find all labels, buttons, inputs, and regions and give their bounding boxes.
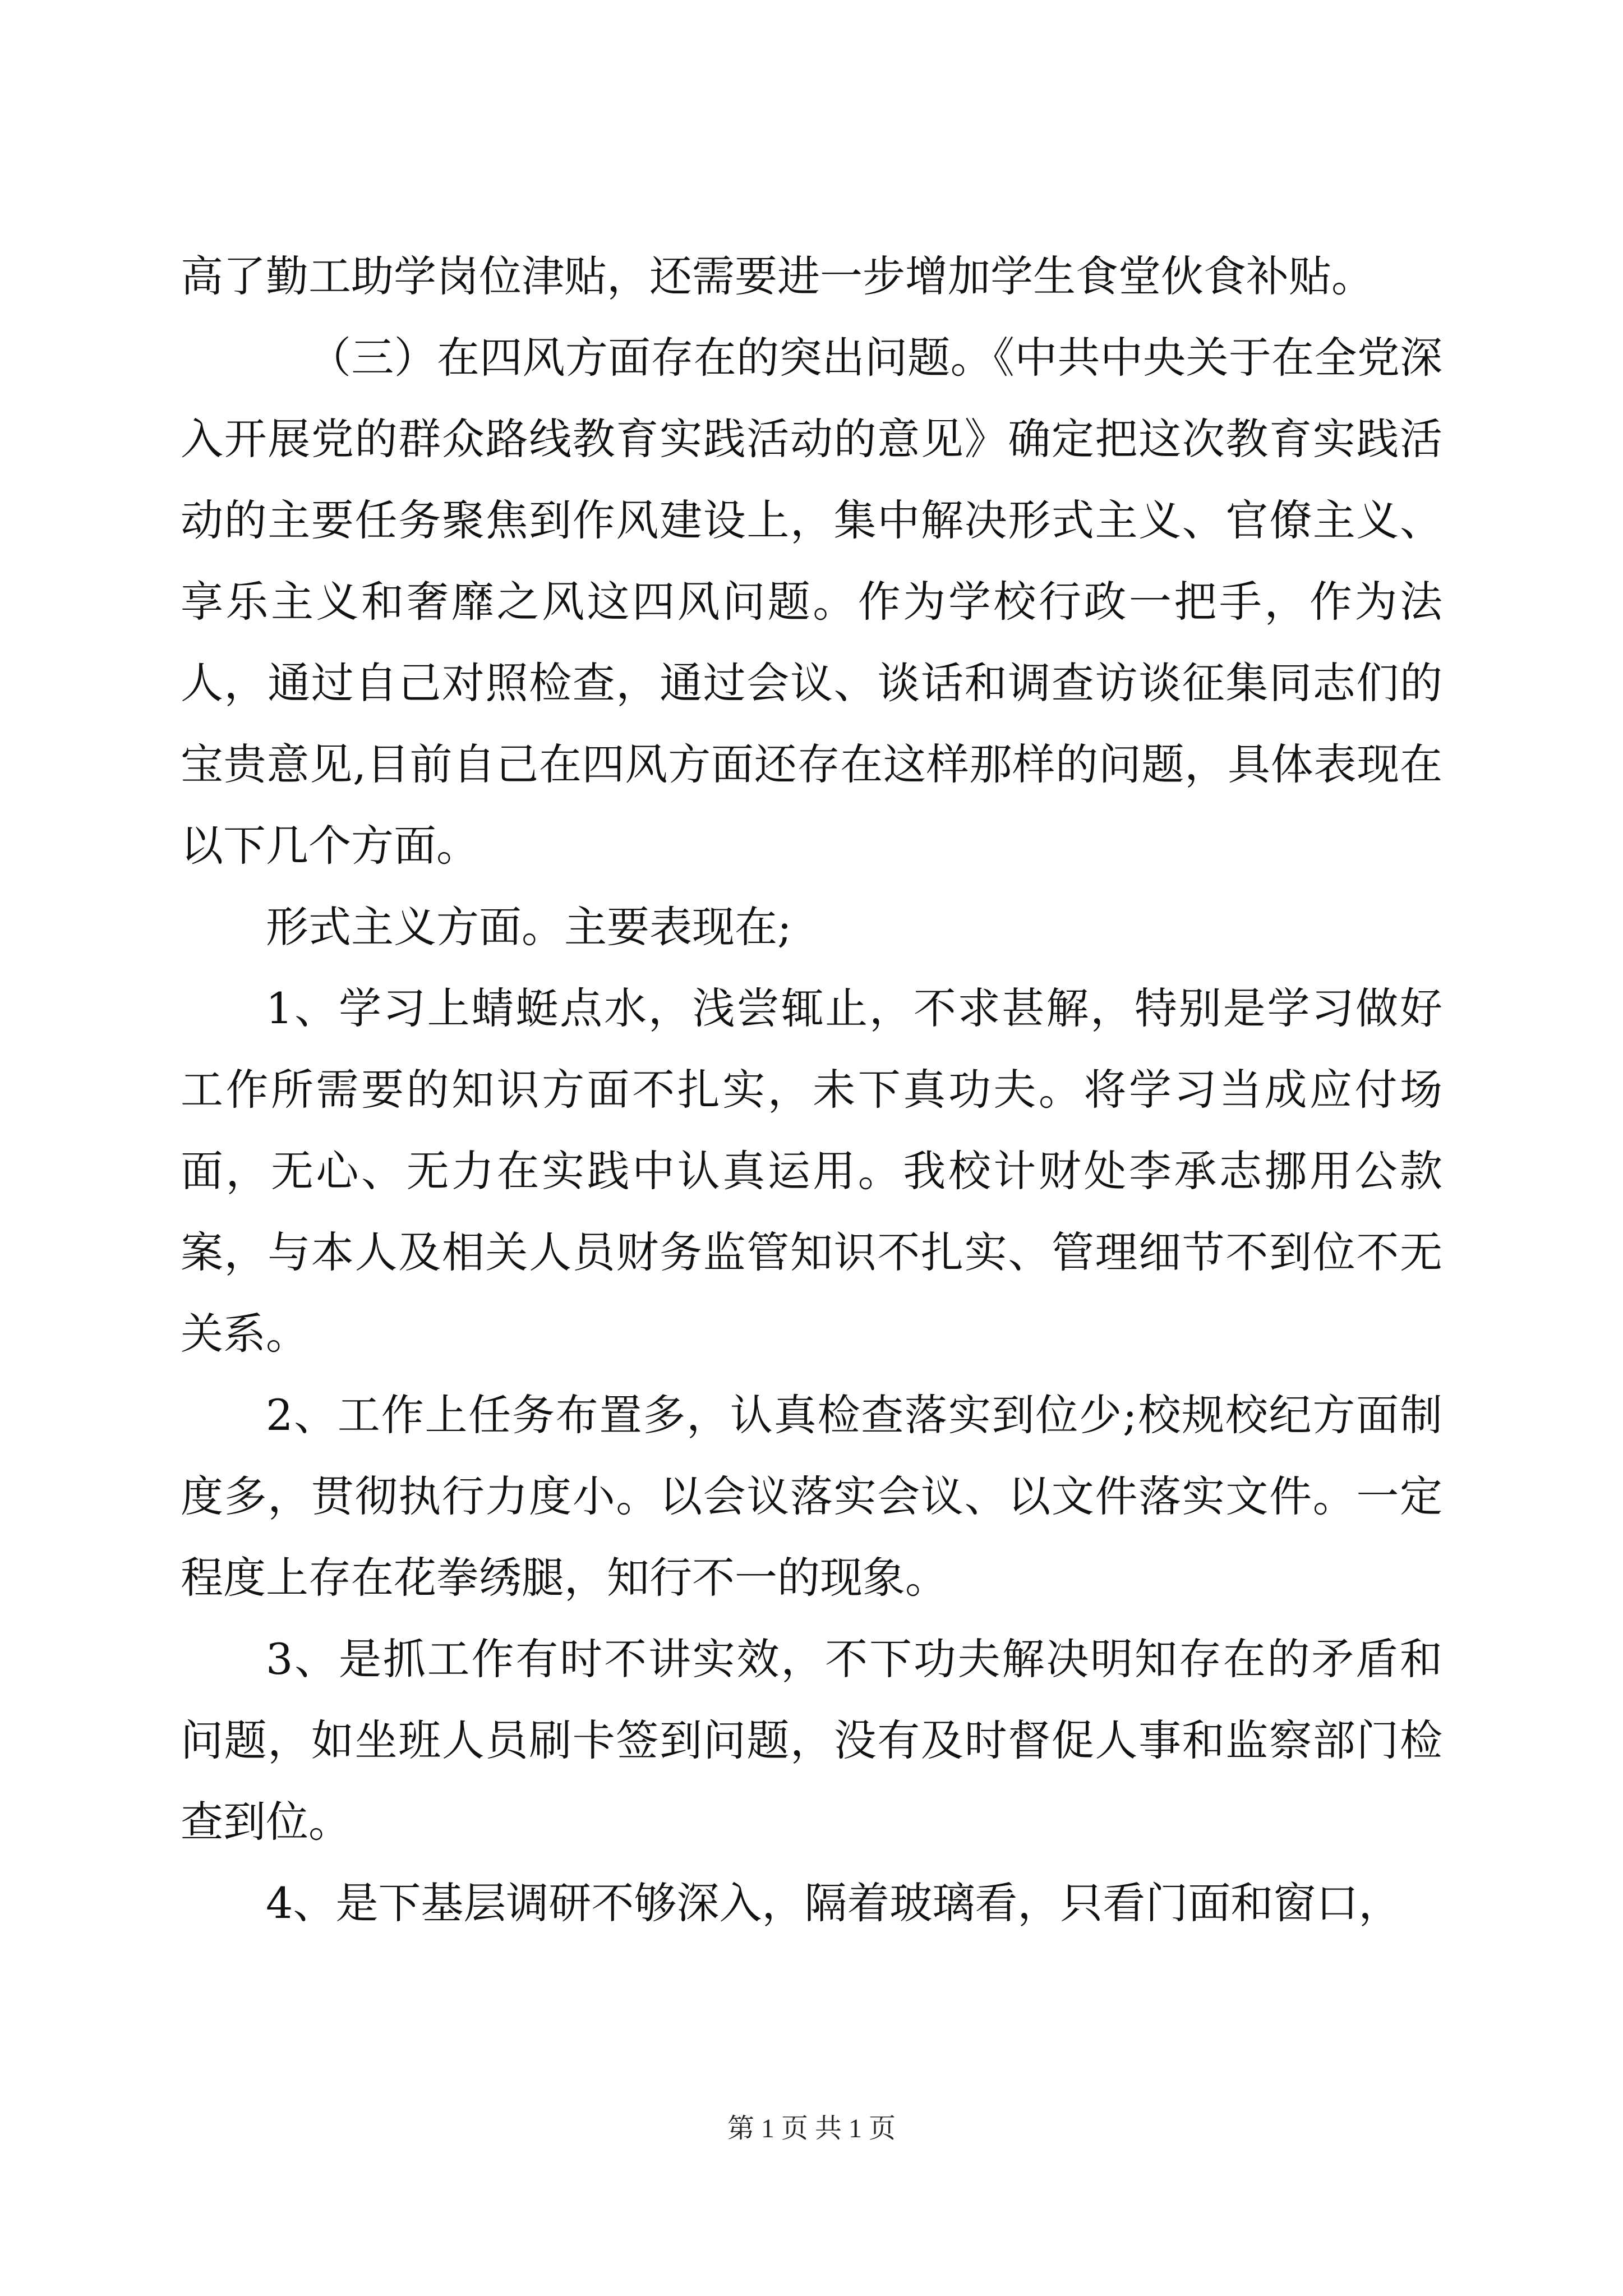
- paragraph-item-4: 4、是下基层调研不够深入，隔着玻璃看，只看门面和窗口，: [266, 1878, 1401, 1928]
- page-number-footer: 第 1 页 共 1 页: [727, 2114, 896, 2143]
- paragraph-item-3: 3、是抓工作有时不讲实效，不下功夫解决明知存在的矛盾和问题，如坐班人员刷卡签到问题，没有及时督促人事和监察部门检查到位。: [181, 1634, 1442, 1847]
- paragraph-item-2: 2、工作上任务布置多，认真检查落实到位少;校规校纪方面制度多，贯彻执行力度小。以会议落实会议、以文件落实文件。一定程度上存在花拳绣腿，知行不一的现象。: [181, 1390, 1442, 1603]
- paragraph-continuation: 高了勤工助学岗位津贴，还需要进一步增加学生食堂伙食补贴。: [181, 251, 1374, 301]
- paragraph-formalism-heading: 形式主义方面。主要表现在;: [266, 902, 792, 952]
- paragraph-section-three: （三）在四风方面存在的突出问题。《中共中央关于在全党深入开展党的群众路线教育实践活动的意见》确定把这次教育实践活动的主要任务聚焦到作风建设上，集中解决形式主义、官僚主义、享乐主义和奢靡之风这四风问题。作为学校行政一把手，作为法人，通过自己对照检查，通过会议、谈话和调查访谈征集同志们的宝贵意见,目前自己在四风方面还存在这样那样的问题，具体表现在以下几个方面。: [181, 333, 1442, 871]
- document-body: [181, 236, 1442, 1944]
- paragraph-item-1: 1、学习上蜻蜓点水，浅尝辄止，不求甚解，特别是学习做好工作所需要的知识方面不扎实，未下真功夫。将学习当成应付场面，无心、无力在实践中认真运用。我校计财处李承志挪用公款案，与本人及相关人员财务监管知识不扎实、管理细节不到位不无关系。: [181, 983, 1442, 1359]
